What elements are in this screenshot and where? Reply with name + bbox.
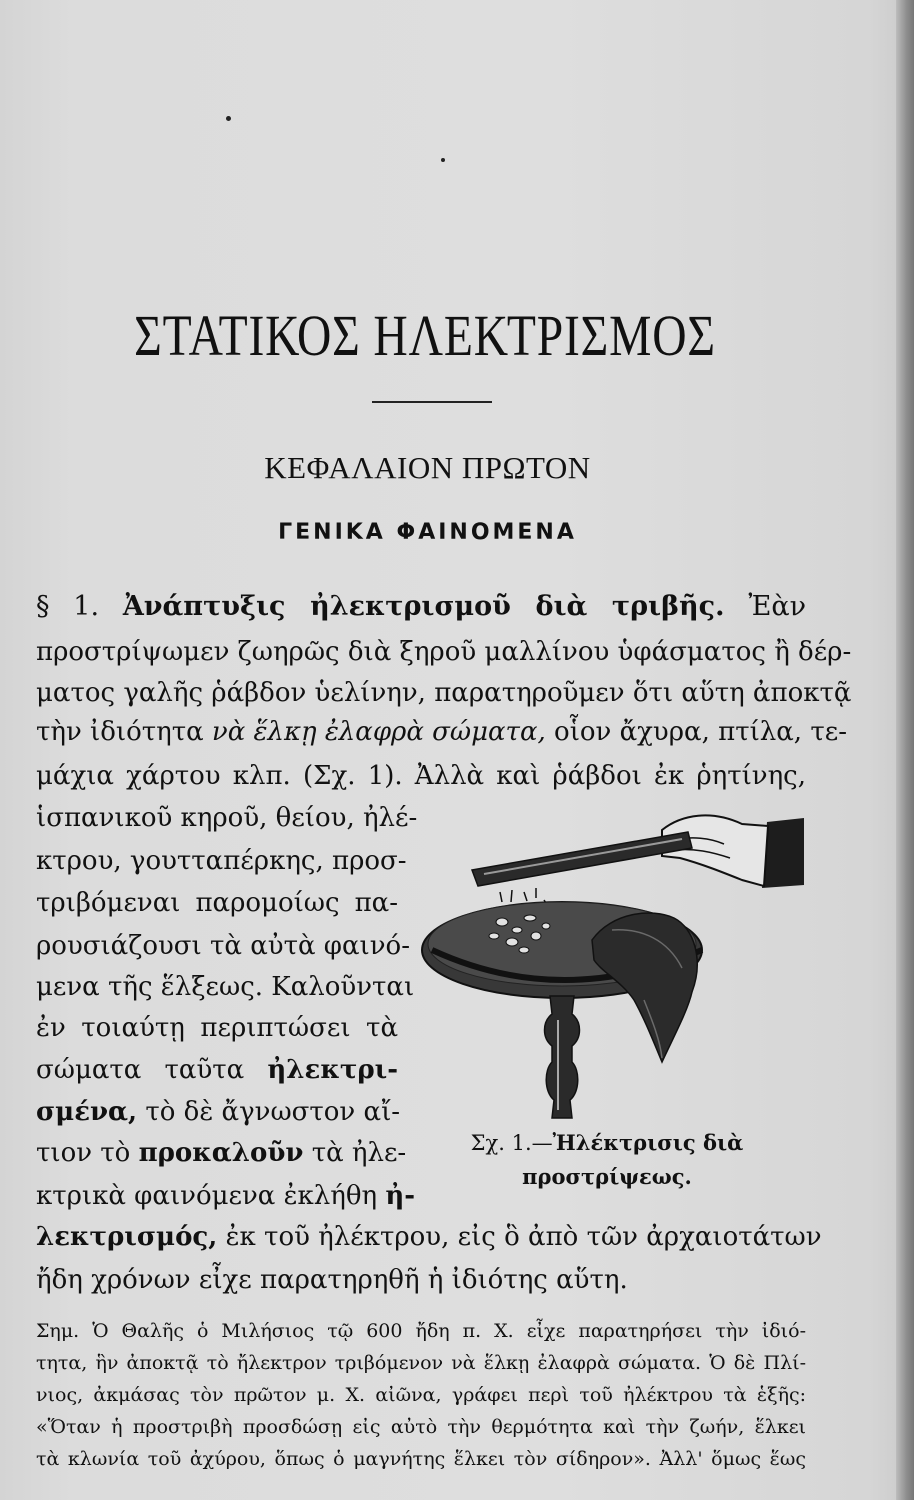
section-heading: Ἀνάπτυξις ἠλεκτρισμοῦ διὰ τριβῆς. (122, 591, 725, 622)
paragraph-line: προστρίψωμεν ζωηρῶς διὰ ξηροῦ μαλλίνου ὑφάσματος ἢ δέρ- (36, 637, 852, 667)
bold-term: σμένα, (36, 1097, 138, 1127)
text-span: κτρικὰ φαινόμενα ἐκλήθη (36, 1181, 378, 1211)
bold-term: προκαλοῦν (138, 1138, 304, 1168)
page-title: ΣΤΑΤΙΚΟΣ ΗΛΕΚΤΡΙΣΜΟΣ (134, 303, 716, 368)
section-mark: § 1. (36, 591, 100, 622)
paragraph-line: τριβόμεναι παρομοίως πα- (36, 888, 398, 918)
chapter-heading: ΚΕΦΑΛΑΙΟΝ ΠΡΩΤΟΝ (264, 450, 591, 485)
paragraph-line (36, 1097, 401, 1127)
footnote-line: νιος, ἀκμάσας τὸν πρῶτον μ. Χ. αἰῶνα, γράφει περὶ τοῦ ἠλέκτρου τὰ ἑξῆς: (36, 1384, 806, 1406)
ink-speck (441, 158, 445, 162)
paragraph-line: ρουσιάζουσι τὰ αὐτὰ φαινό- (36, 931, 410, 961)
paragraph-line: κτρου, γουτταπέρκης, προσ- (36, 846, 407, 876)
page-edge (896, 0, 914, 1500)
text-span: τὴν ἰδιότητα (36, 717, 204, 747)
paragraph-line: ἤδη χρόνων εἶχε παρατηρηθῆ ἡ ἰδιότης αὕτη. (36, 1265, 628, 1295)
text-span: τὰ ἠλε- (311, 1138, 407, 1168)
caption-label: Σχ. 1.— (470, 1131, 553, 1155)
text-span: Ἐὰν (748, 591, 807, 622)
footnote-line: «Ὅταν ἡ προστριβὴ προσδώσῃ εἰς αὐτὸ τὴν θερμότητα καὶ τὴν ζωήν, ἕλκει (36, 1416, 806, 1438)
paragraph-line: ἱσπανικοῦ κηροῦ, θείου, ἠλέ- (36, 803, 418, 833)
paragraph-line: ματος γαλῆς ῥάβδον ὑελίνην, παρατηροῦμεν ὅτι αὕτη ἀποκτᾷ (36, 678, 852, 708)
table-pedestal (545, 996, 580, 1118)
paragraph-line: ἐν τοιαύτῃ περιπτώσει τὰ (36, 1013, 398, 1043)
ink-speck (226, 116, 231, 121)
paragraph-line: μενα τῆς ἕλξεως. Καλοῦνται (36, 972, 415, 1002)
caption-title: Ἠλέκτρισις διὰ (552, 1130, 744, 1155)
paragraph-line (36, 1222, 822, 1252)
text-span: τὸ δὲ ἄγνωστον αἴ- (145, 1097, 401, 1127)
figure-caption-line: προστρίψεως. (522, 1164, 692, 1189)
paragraph-line (36, 717, 847, 747)
figure-caption (412, 1128, 802, 1158)
emphasis-text: νὰ ἕλκῃ ἐλαφρὰ σώματα, (211, 717, 546, 747)
text-span: σώματα ταῦτα (36, 1055, 245, 1085)
paragraph-line (36, 592, 806, 622)
bold-term: λεκτρισμός, (36, 1222, 218, 1252)
bold-term: ἠ- (385, 1181, 416, 1211)
paragraph-line (36, 1181, 416, 1211)
paragraph-line (36, 1055, 398, 1085)
rubbing-rod-illustration (412, 800, 807, 1135)
footnote-line: τητα, ἣν ἀποκτᾷ τὸ ἤλεκτρον τριβόμενον νὰ ἕλκῃ ἐλαφρὰ σώματα. Ὁ δὲ Πλί- (36, 1352, 806, 1374)
bold-term: ἠλεκτρι- (267, 1055, 398, 1085)
footnote-line: Σημ. Ὁ Θαλῆς ὁ Μιλήσιος τῷ 600 ἤδη π. Χ. εἶχε παρατηρήσει τὴν ἰδιό- (36, 1320, 806, 1342)
section-subheading: ΓΕΝΙΚΑ ΦΑΙΝΟΜΕΝΑ (278, 520, 577, 545)
glass-rod (472, 832, 692, 886)
footnote-line: τὰ κλωνία τοῦ ἀχύρου, ὅπως ὁ μαγνήτης ἕλκει τὸν σίδηρον». Ἀλλ' ὅμως ἕως (36, 1448, 806, 1470)
paragraph-line: μάχια χάρτου κλπ. (Σχ. 1). Ἀλλὰ καὶ ῥάβδοι ἐκ ῥητίνης, (36, 761, 806, 791)
text-span: τιον τὸ (36, 1138, 131, 1168)
paragraph-line (36, 1138, 407, 1168)
title-divider (372, 401, 492, 403)
text-span: οἷον ἄχυρα, πτίλα, τε- (554, 717, 847, 747)
text-span: ἐκ τοῦ ἠλέκτρου, εἰς ὃ ἀπὸ τῶν ἀρχαιοτάτων (225, 1222, 822, 1252)
